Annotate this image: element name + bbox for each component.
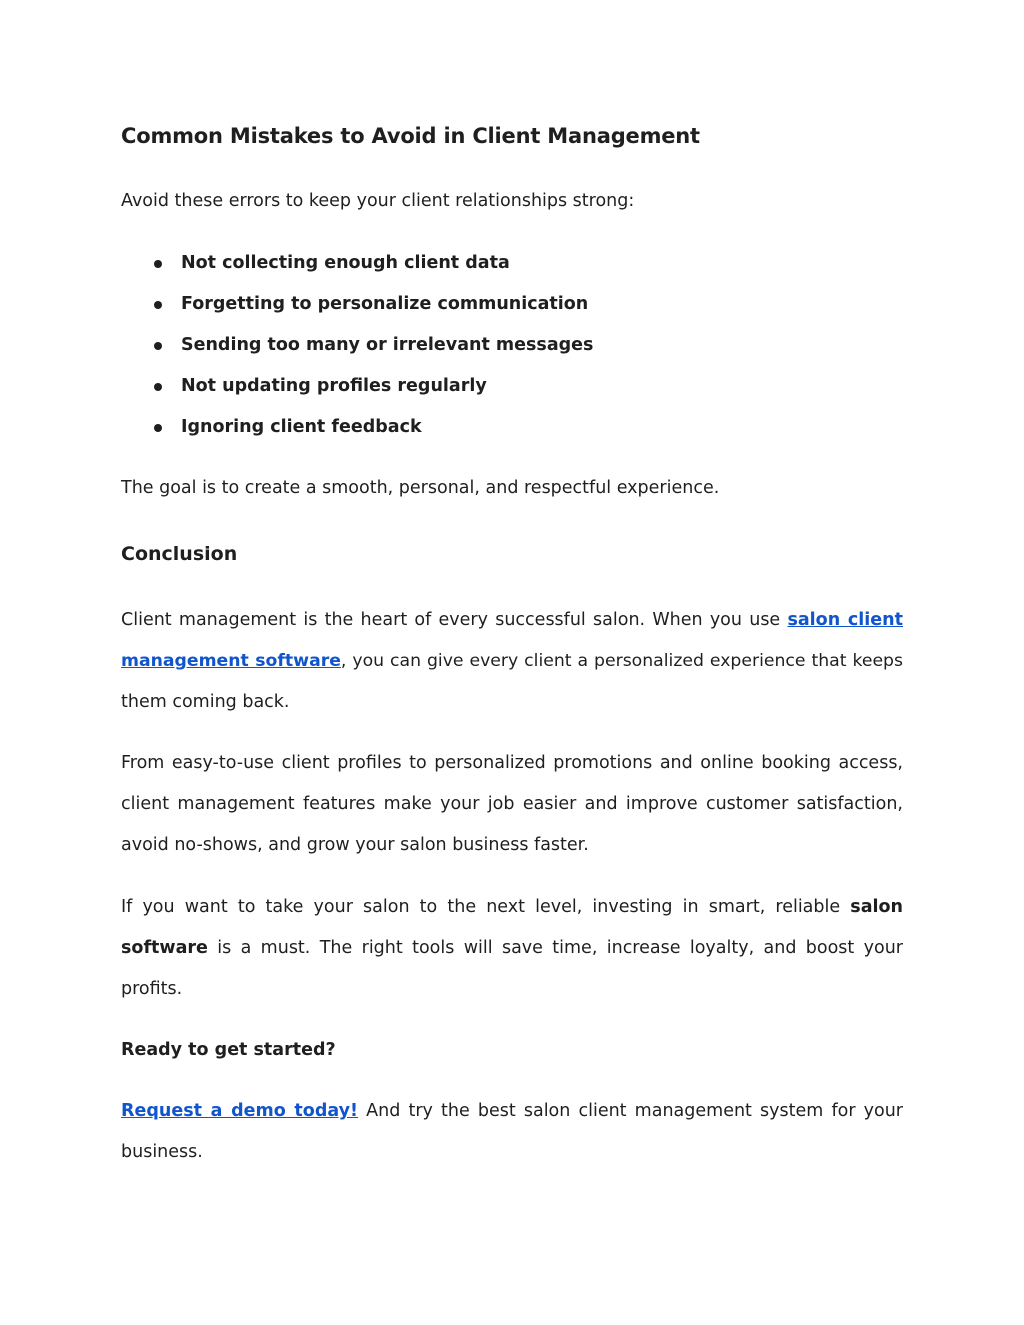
bullet-icon	[154, 260, 162, 268]
list-item-text: Forgetting to personalize communication	[181, 294, 589, 314]
salon-client-management-software-link[interactable]: salon client	[787, 610, 903, 630]
paragraph-1-line-3: them coming back.	[121, 692, 290, 712]
list-item-text: Ignoring client feedback	[181, 417, 422, 437]
salon-client-management-software-link-cont[interactable]: management software	[121, 651, 341, 671]
paragraph-2-line-1: From easy-to-use client profiles to personalized promotions and online booking access,	[121, 753, 903, 773]
salon-software-bold: salon	[850, 897, 903, 917]
list-item-text: Not collecting enough client data	[181, 253, 510, 273]
bullet-icon	[154, 342, 162, 350]
list-item-text: Sending too many or irrelevant messages	[181, 335, 594, 355]
paragraph-1-line-2	[121, 641, 903, 682]
paragraph-3-line-2	[121, 928, 903, 969]
list-item-text: Not updating profiles regularly	[181, 376, 487, 396]
paragraph-2-line-3: avoid no-shows, and grow your salon business faster.	[121, 835, 589, 855]
paragraph-text: Client management is the heart of every successful salon. When you use	[121, 610, 788, 630]
cta-line-2: business.	[121, 1142, 203, 1162]
paragraph-3-line-1	[121, 887, 903, 928]
goal-text: The goal is to create a smooth, personal, and respectful experience.	[121, 478, 720, 498]
paragraph-text: If you want to take your salon to the next level, investing in smart, reliable	[121, 897, 851, 917]
list-item	[121, 243, 593, 284]
list-item	[121, 325, 593, 366]
cta-line-1	[121, 1091, 903, 1132]
bullet-icon	[154, 383, 162, 391]
paragraph-2-line-2: client management features make your job easier and improve customer satisfaction,	[121, 794, 903, 814]
request-demo-link[interactable]: Request a demo today!	[121, 1101, 359, 1121]
conclusion-heading: Conclusion	[121, 543, 238, 565]
list-item	[121, 366, 593, 407]
paragraph-3-line-3: profits.	[121, 979, 183, 999]
list-item	[121, 407, 593, 448]
list-item	[121, 284, 593, 325]
mistakes-list	[121, 243, 593, 448]
cta-heading: Ready to get started?	[121, 1040, 336, 1060]
bullet-icon	[154, 301, 162, 309]
salon-software-bold-cont: software	[121, 938, 208, 958]
cta-text: And try the best salon client management system for your	[358, 1101, 903, 1121]
intro-text: Avoid these errors to keep your client relationships strong:	[121, 191, 635, 211]
paragraph-text: , you can give every client a personalized experience that keeps	[340, 651, 903, 671]
paragraph-text: is a must. The right tools will save time, increase loyalty, and boost your	[207, 938, 903, 958]
page-title: Common Mistakes to Avoid in Client Management	[121, 124, 700, 148]
paragraph-1-line-1	[121, 600, 903, 641]
bullet-icon	[154, 424, 162, 432]
